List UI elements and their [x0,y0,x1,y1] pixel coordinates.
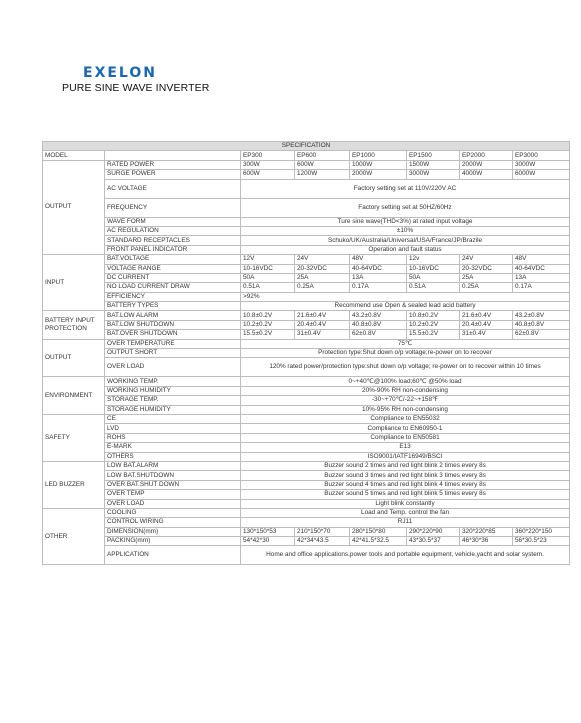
row-label: CE [105,414,241,423]
value-cell: 3000W [407,170,460,179]
model-row [43,151,570,160]
value-cell: 210*150*70 [295,527,350,536]
span-value-cell: 120% rated power/protection type:shut down o/p voltage; re-power on to recover within 10 times [241,358,570,377]
table-row [43,546,570,565]
table-row [43,339,570,348]
span-value-cell: 20%-90% RH non-condensing [241,386,570,395]
row-label: DIMENSION(mm) [105,527,241,536]
table-row [43,255,570,264]
span-value-cell: Compliance to EN55032 [241,414,570,423]
value-cell: 10.8±0.2V [241,311,295,320]
row-label: BAT.LOW SHUTDOWN [105,320,241,329]
span-value-cell: RJ11 [241,518,570,527]
table-row [43,170,570,179]
value-cell: 50A [241,273,295,282]
row-label: VOLTAGE RANGE [105,264,241,273]
value-cell: 24V [295,255,350,264]
span-value-cell: Factory setting set at 110V/220V AC [241,179,570,198]
span-value-cell: 10%-95% RH non-condensing [241,405,570,414]
value-cell: 56*30.5*23 [513,537,570,546]
value-cell: 10.8±0.2V [407,311,460,320]
model-blank [105,151,241,160]
row-label: OVER TEMPERATURE [105,339,241,348]
model-cell: EP600 [295,151,350,160]
span-value-cell: ±10% [241,226,570,235]
model-cell: EP2000 [460,151,513,160]
value-cell: 300W [241,160,295,169]
row-label: STORAGE HUMIDITY [105,405,241,414]
value-cell: 43.2±0.8V [350,311,407,320]
specification-table [42,141,570,565]
row-label: LOW BAT.ALARM [105,461,241,470]
value-cell: 48V [350,255,407,264]
span-value-cell: Compliance to EN50581 [241,433,570,442]
value-cell: 20-32VDC [295,264,350,273]
value-cell: 0.17A [350,283,407,292]
table-row [43,433,570,442]
value-cell: 10.2±0.2V [241,320,295,329]
value-cell: 40-64VDC [513,264,570,273]
value-cell: 24V [460,255,513,264]
value-cell: 25A [460,273,513,282]
table-row [43,461,570,470]
row-label: AC VOLTAGE [105,179,241,198]
model-label: MODEL [43,151,105,160]
table-row [43,179,570,198]
value-cell: 4000W [460,170,513,179]
value-cell: 42*34*43.5 [295,537,350,546]
row-label: WORKING HUMIDITY [105,386,241,395]
model-cell: EP3000 [513,151,570,160]
span-value-cell: 75℃ [241,339,570,348]
value-cell: 6000W [513,170,570,179]
table-row [43,414,570,423]
table-row [43,386,570,395]
value-cell: 280*150*80 [350,527,407,536]
table-row [43,358,570,377]
table-row [43,311,570,320]
row-label: WORKING TEMP. [105,377,241,386]
table-row [43,499,570,508]
span-value-cell: Buzzer sound 4 times and red light blink 4 times every 8s [241,480,570,489]
table-row [43,302,570,311]
value-cell: 10-16VDC [407,264,460,273]
value-cell: 25A [295,273,350,282]
group-label: SAFETY [43,414,105,461]
table-title: SPECIFICATION [43,142,570,151]
value-cell: 600W [295,160,350,169]
model-cell: EP1500 [407,151,460,160]
value-cell: 20.4±0.4V [295,320,350,329]
value-cell: 21.6±0.4V [460,311,513,320]
value-cell: 130*150*53 [241,527,295,536]
span-value-cell: Recommend use Open & sealed lead acid battery [241,302,570,311]
value-cell: 20-32VDC [460,264,513,273]
value-cell: 3000W [513,160,570,169]
brand-logo: EXELON [83,65,157,81]
span-value-cell: Ture sine wave(THD<3%) at rated input voltage [241,217,570,226]
span-value-cell: Buzzer sound 2 times and red light blink 2 times every 8s [241,461,570,470]
row-label: BAT.OVER SHUTDOWN [105,330,241,339]
value-cell: 43.2±0.8V [513,311,570,320]
value-cell: 10.2±0.2V [407,320,460,329]
value-cell: 50A [407,273,460,282]
span-value-cell: E13 [241,443,570,452]
row-label: LVD [105,424,241,433]
group-label: BATTERY INPUT PROTECTION [43,311,105,339]
span-value-cell: Factory setting set at 50HZ/60Hz [241,198,570,217]
row-label: BAT.VOLTAGE [105,255,241,264]
span-value-cell: Schuko/UK/Australia/Universal/USA/France/JP/Brazile [241,236,570,245]
span-value-cell: >92% [241,292,570,301]
table-row [43,537,570,546]
table-row [43,452,570,461]
span-value-cell: Buzzer sound 5 times and red light blink 5 times every 8s [241,490,570,499]
row-label: PACKING(mm) [105,537,241,546]
value-cell: 1000W [350,160,407,169]
table-row [43,264,570,273]
value-cell: 600W [241,170,295,179]
table-row [43,198,570,217]
row-label: SURGE POWER [105,170,241,179]
span-value-cell: Home and office applications,power tools and portable equipment, vehicle,yacht and solar system. [241,546,570,565]
value-cell: 40.8±0.8V [350,320,407,329]
row-label: EFFICIENCY [105,292,241,301]
value-cell: 2000W [350,170,407,179]
row-label: FRONT PANEL INDICATOR [105,245,241,254]
value-cell: 0.51A [407,283,460,292]
value-cell: 1200W [295,170,350,179]
value-cell: 320*220*85 [460,527,513,536]
value-cell: 62±0.8V [350,330,407,339]
span-value-cell: Buzzer sound 3 times and red light blink 3 times every 8s [241,471,570,480]
row-label: OUTPUT SHORT [105,349,241,358]
table-row [43,236,570,245]
table-row [43,490,570,499]
value-cell: 54*42*30 [241,537,295,546]
group-label: LED BUZZER [43,461,105,508]
value-cell: 21.6±0.4V [295,311,350,320]
value-cell: 46*30*36 [460,537,513,546]
group-label: OTHER [43,508,105,565]
table-row [43,226,570,235]
value-cell: 42*41.5*32.5 [350,537,407,546]
value-cell: 43*30.5*37 [407,537,460,546]
span-value-cell: Protection type:Shut down o/p voltage;re-power on to recover [241,349,570,358]
span-value-cell: ISO9001/IATF16949/BSCI [241,452,570,461]
value-cell: 40.8±0.8V [513,320,570,329]
value-cell: 290*220*90 [407,527,460,536]
group-label: ENVIRONMENT [43,377,105,415]
row-label: BATTERY TYPES [105,302,241,311]
table-row [43,527,570,536]
value-cell: 31±0.4V [460,330,513,339]
value-cell: 12V [241,255,295,264]
row-label: WAVE FORM [105,217,241,226]
value-cell: 15.5±0.2V [241,330,295,339]
table-row [43,160,570,169]
table-row [43,396,570,405]
table-row [43,292,570,301]
value-cell: 40-64VDC [350,264,407,273]
span-value-cell: -30~+70℃/-22~+158℉ [241,396,570,405]
value-cell: 2000W [460,160,513,169]
table-row [43,405,570,414]
table-row [43,273,570,282]
table-row [43,508,570,517]
table-title-row [43,142,570,151]
product-subtitle: PURE SINE WAVE INVERTER [62,82,210,94]
row-label: COOLING [105,508,241,517]
model-cell: EP300 [241,151,295,160]
group-label: INPUT [43,255,105,311]
row-label: OVER BAT.SHUT DOWN [105,480,241,489]
row-label: CONTROL WIRING [105,518,241,527]
row-label: E-MARK [105,443,241,452]
table-row [43,471,570,480]
value-cell: 0.51A [241,283,295,292]
table-row [43,349,570,358]
row-label: OVER TEMP [105,490,241,499]
row-label: STORAGE TEMP. [105,396,241,405]
specification-body [43,142,570,565]
value-cell: 0.17A [513,283,570,292]
row-label: FREQUENCY [105,198,241,217]
row-label: OTHERS [105,452,241,461]
table-row [43,330,570,339]
table-row [43,518,570,527]
value-cell: 31±0.4V [295,330,350,339]
value-cell: 13A [513,273,570,282]
table-row [43,320,570,329]
group-label: OUTPUT [43,160,105,254]
table-row [43,217,570,226]
value-cell: 360*220*150 [513,527,570,536]
table-row [43,377,570,386]
value-cell: 1500W [407,160,460,169]
row-label: RATED POWER [105,160,241,169]
model-cell: EP1000 [350,151,407,160]
row-label: STANDARD RECEPTACLES [105,236,241,245]
span-value-cell: Compliance to EN60950-1 [241,424,570,433]
table-row [43,443,570,452]
table-row [43,480,570,489]
table-row [43,245,570,254]
value-cell: 15.5±0.2V [407,330,460,339]
value-cell: 20.4±0.4V [460,320,513,329]
value-cell: 62±0.8V [513,330,570,339]
row-label: NO LOAD CURRENT DRAW [105,283,241,292]
span-value-cell: Light blink constantly [241,499,570,508]
value-cell: 12v [407,255,460,264]
group-label: OUTPUT [43,339,105,377]
span-value-cell: Operation and fault status [241,245,570,254]
row-label: DC CURRENT [105,273,241,282]
row-label: OVER LOAD [105,358,241,377]
value-cell: 0.25A [295,283,350,292]
table-row [43,424,570,433]
value-cell: 48V [513,255,570,264]
row-label: OVER LOAD [105,499,241,508]
value-cell: 10-16VDC [241,264,295,273]
table-row [43,283,570,292]
row-label: LOW BAT.SHUTDOWN [105,471,241,480]
value-cell: 13A [350,273,407,282]
span-value-cell: Load and Temp. control the fan [241,508,570,517]
span-value-cell: 0~+40℃@100% load;60℃ @50% load [241,377,570,386]
row-label: BAT.LOW ALARM [105,311,241,320]
row-label: APPLICATION [105,546,241,565]
row-label: AC REGULATION [105,226,241,235]
row-label: ROHS [105,433,241,442]
value-cell: 0.25A [460,283,513,292]
